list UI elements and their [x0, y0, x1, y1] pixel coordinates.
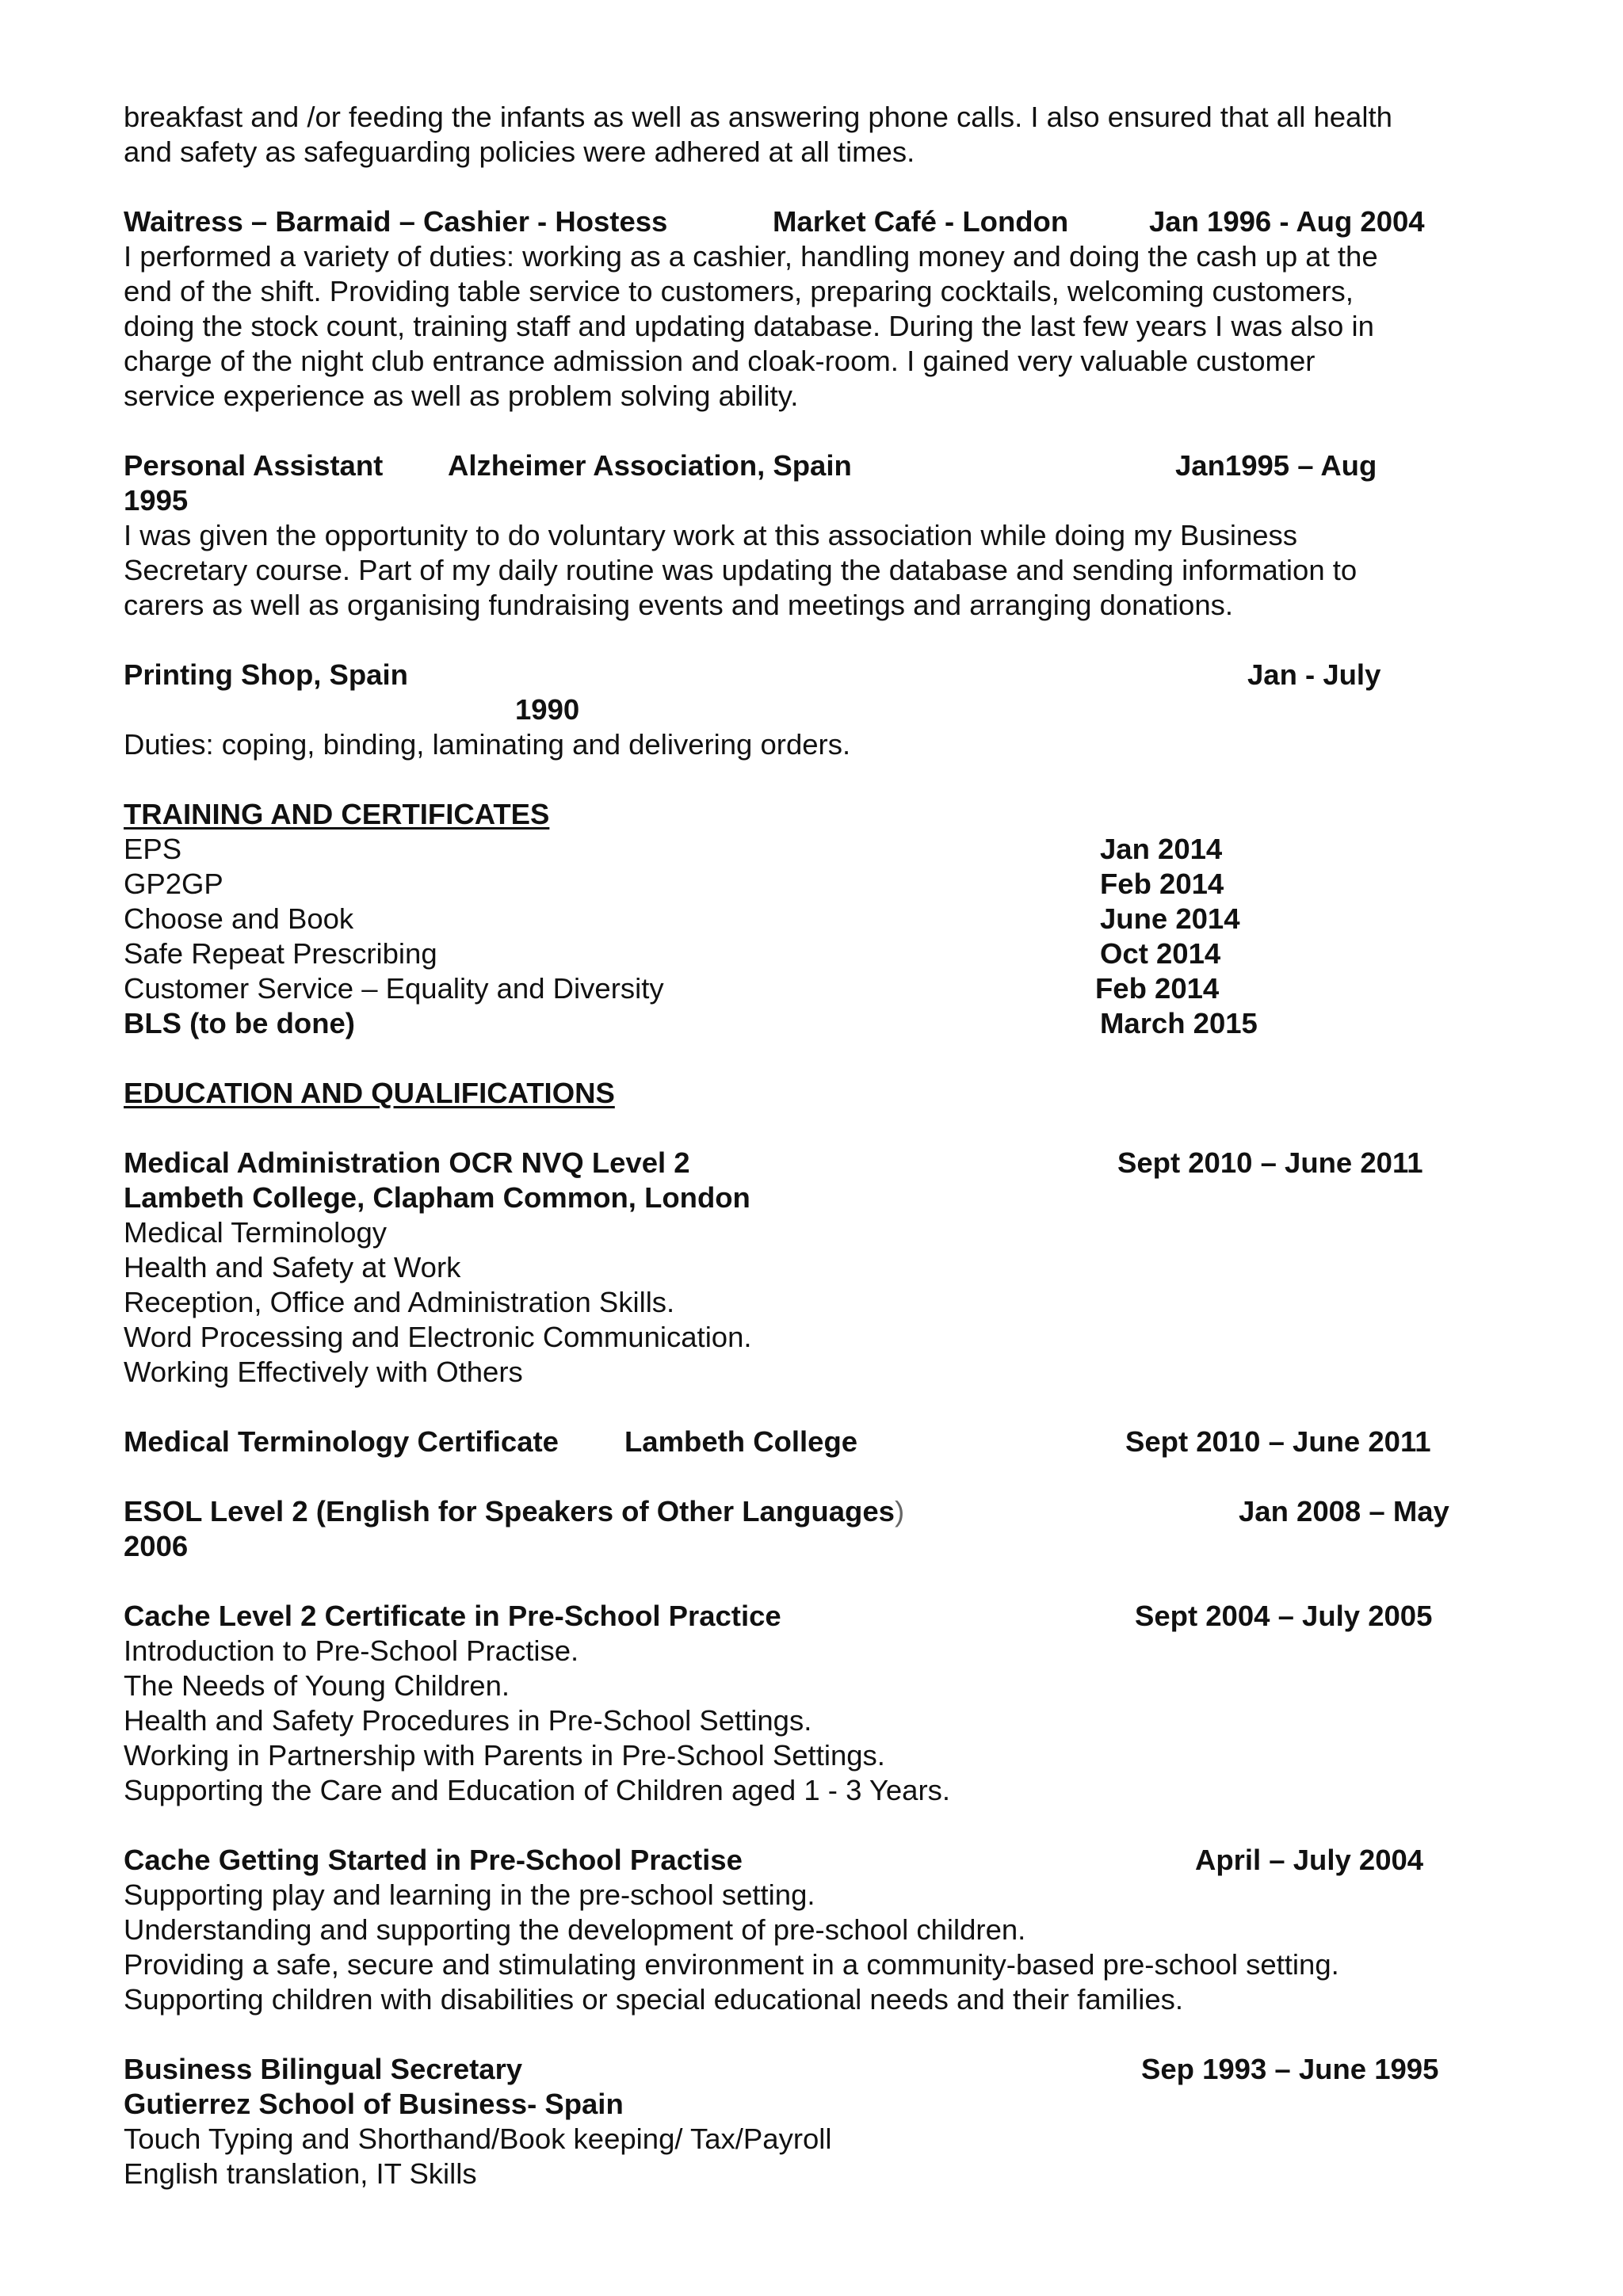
job-title: Printing Shop, Spain [124, 658, 408, 691]
qualification-item: Supporting children with disabilities or special educational needs and their families. [124, 1983, 1184, 2016]
intro-line: and safety as safeguarding policies were adhered at all times. [124, 135, 915, 168]
job-desc-line: service experience as well as problem solving ability. [124, 379, 799, 412]
esol-title-c: ) [894, 1495, 905, 1527]
qualification-title: Medical Administration OCR NVQ Level 2 [124, 1146, 690, 1179]
qualification-school: Gutierrez School of Business- Spain [124, 2088, 624, 2120]
training-item-name: EPS [124, 833, 182, 865]
qualification-title: Medical Terminology Certificate [124, 1425, 559, 1458]
education-heading: EDUCATION AND QUALIFICATIONS [124, 1077, 615, 1109]
qualification-title: Cache Level 2 Certificate in Pre-School Practice [124, 1600, 781, 1632]
job-company: Market Café - London [773, 205, 1069, 238]
qualification-item: Reception, Office and Administration Skills. [124, 1286, 675, 1318]
job-company: Alzheimer Association, Spain [448, 449, 852, 482]
qualification-item: Touch Typing and Shorthand/Book keeping/ Tax/Payroll [124, 2122, 832, 2155]
training-item-date: June 2014 [1100, 902, 1240, 935]
qualification-item: Working Effectively with Others [124, 1356, 523, 1388]
qualification-dates: Sept 2004 – July 2005 [1135, 1600, 1433, 1632]
job-desc-line: I performed a variety of duties: working as a cashier, handling money and doing the cash up at the [124, 240, 1378, 273]
qualification-dates-wrap: 2006 [124, 1530, 189, 1562]
intro-line: breakfast and /or feeding the infants as well as answering phone calls. I also ensured that all health [124, 101, 1392, 133]
qualification-title: Business Bilingual Secretary [124, 2053, 523, 2085]
training-heading: TRAINING AND CERTIFICATES [124, 798, 550, 830]
qualification-item: Health and Safety at Work [124, 1251, 461, 1283]
training-item-date: Feb 2014 [1095, 972, 1220, 1005]
job-desc-line: doing the stock count, training staff and updating database. During the last few years I was also in [124, 310, 1374, 342]
training-item-name: GP2GP [124, 868, 223, 900]
training-item-date: March 2015 [1100, 1007, 1258, 1039]
job-dates: Jan - July [1247, 658, 1381, 691]
training-item-name: BLS (to be done) [124, 1007, 355, 1039]
job-title: Personal Assistant [124, 449, 384, 482]
job-dates: Jan 1996 - Aug 2004 [1149, 205, 1425, 238]
esol-title-b: English for Speakers of Other Languages [325, 1495, 895, 1527]
qualification-item: English translation, IT Skills [124, 2157, 477, 2190]
job-dates-wrap: 1990 [515, 693, 580, 726]
training-item-name: Choose and Book [124, 902, 354, 935]
qualification-title [124, 1494, 904, 1529]
job-desc-line: charge of the night club entrance admission and cloak-room. I gained very valuable customer [124, 345, 1316, 377]
qualification-item: Health and Safety Procedures in Pre-School Settings. [124, 1704, 812, 1737]
qualification-dates: Jan 2008 – May [1239, 1495, 1449, 1527]
qualification-item: Understanding and supporting the development of pre-school children. [124, 1913, 1026, 1946]
qualification-item: Supporting the Care and Education of Children aged 1 - 3 Years. [124, 1774, 950, 1806]
qualification-item: Word Processing and Electronic Communication. [124, 1321, 752, 1353]
job-desc-line: Secretary course. Part of my daily routine was updating the database and sending information to [124, 554, 1358, 586]
job-dates: Jan1995 – Aug [1175, 449, 1377, 482]
job-desc-line: I was given the opportunity to do voluntary work at this association while doing my Business [124, 519, 1298, 551]
training-item-date: Oct 2014 [1100, 937, 1221, 970]
qualification-school: Lambeth College [624, 1425, 858, 1458]
training-item-date: Feb 2014 [1100, 868, 1224, 900]
qualification-item: Supporting play and learning in the pre-school setting. [124, 1878, 815, 1911]
qualification-item: Providing a safe, secure and stimulating environment in a community-based pre-school setting. [124, 1948, 1339, 1981]
qualification-dates: April – July 2004 [1195, 1844, 1424, 1876]
qualification-dates: Sep 1993 – June 1995 [1141, 2053, 1439, 2085]
qualification-item: The Needs of Young Children. [124, 1669, 510, 1702]
training-item-name: Safe Repeat Prescribing [124, 937, 437, 970]
qualification-dates: Sept 2010 – June 2011 [1117, 1146, 1423, 1179]
qualification-item: Introduction to Pre-School Practise. [124, 1634, 579, 1667]
qualification-item: Medical Terminology [124, 1216, 388, 1249]
qualification-item: Working in Partnership with Parents in Pre-School Settings. [124, 1739, 885, 1772]
training-item-name: Customer Service – Equality and Diversity [124, 972, 664, 1005]
job-title: Waitress – Barmaid – Cashier - Hostess [124, 205, 668, 238]
training-item-date: Jan 2014 [1100, 833, 1223, 865]
job-desc-line: Duties: coping, binding, laminating and delivering orders. [124, 728, 851, 761]
job-dates-wrap: 1995 [124, 484, 189, 517]
esol-title-a: ESOL Level 2 ( [124, 1495, 326, 1527]
qualification-school: Lambeth College, Clapham Common, London [124, 1181, 750, 1214]
job-desc-line: carers as well as organising fundraising events and meetings and arranging donations. [124, 589, 1234, 621]
qualification-dates: Sept 2010 – June 2011 [1125, 1425, 1431, 1458]
job-desc-line: end of the shift. Providing table service to customers, preparing cocktails, welcoming customers, [124, 275, 1354, 307]
qualification-title: Cache Getting Started in Pre-School Practise [124, 1844, 743, 1876]
